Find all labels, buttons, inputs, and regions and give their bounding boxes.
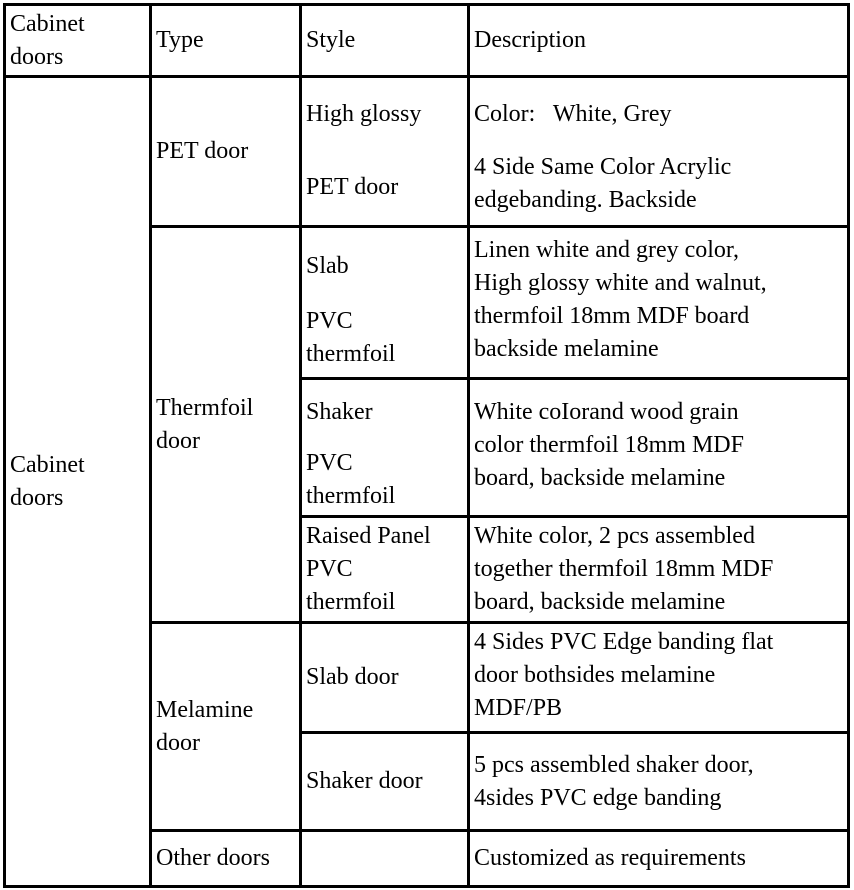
type-melamine-door: Melamine door: [151, 623, 301, 831]
desc-pet-color: Color: White, Grey: [474, 101, 672, 127]
style-other-doors: [301, 831, 469, 887]
style-slab-door: Slab door: [301, 623, 469, 733]
table-row-pet: [5, 77, 849, 227]
header-row: [5, 5, 849, 77]
style-slab-pvc-thermfoil: Slab PVC thermfoil: [301, 227, 469, 379]
category-line1: Cabinet: [10, 451, 85, 478]
desc-pet-edge-line2: edgebanding. Backside: [474, 187, 697, 213]
style-high-glossy: High glossy: [306, 101, 422, 127]
header-style: Style: [301, 5, 469, 77]
desc-other-doors: Customized as requirements: [469, 831, 849, 887]
type-pet-door: PET door: [151, 77, 301, 227]
desc-thermfoil-shaker: White coIorand wood grain color thermfoil 18mm MDF board, backside melamine: [469, 379, 849, 517]
style-shaker-door: Shaker door: [301, 733, 469, 831]
style-shaker-pvc-thermfoil: Shaker PVC thermfoil: [301, 379, 469, 517]
category-cell: [5, 77, 151, 887]
type-thermfoil-door: Thermfoil door: [151, 227, 301, 623]
header-cabinet-doors: [5, 5, 151, 77]
type-other-doors: Other doors: [151, 831, 301, 887]
style-pet-door-label: PET door: [306, 174, 399, 200]
header-cabinet-doors-line1: Cabinet: [10, 10, 85, 37]
style-pet-door: [301, 77, 469, 227]
desc-pet-door: [469, 77, 849, 227]
desc-melamine-slab: 4 Sides PVC Edge banding flat door bothsides melamine MDF/PB: [469, 623, 849, 733]
desc-thermfoil-slab: Linen white and grey color, High glossy white and walnut, thermfoil 18mm MDF board backside melamine: [469, 227, 849, 379]
header-type: Type: [151, 5, 301, 77]
cabinet-doors-table: [3, 3, 850, 888]
header-description: Description: [469, 5, 849, 77]
desc-melamine-shaker: 5 pcs assembled shaker door, 4sides PVC edge banding: [469, 733, 849, 831]
header-cabinet-doors-line2: doors: [10, 43, 64, 70]
desc-pet-edge-line1: 4 Side Same Color Acrylic: [474, 154, 732, 180]
desc-thermfoil-raised-panel: White color, 2 pcs assembled together thermfoil 18mm MDF board, backside melamine: [469, 517, 849, 623]
category-line2: doors: [10, 484, 64, 511]
style-raised-panel-pvc-thermfoil: Raised Panel PVC thermfoil: [301, 517, 469, 623]
